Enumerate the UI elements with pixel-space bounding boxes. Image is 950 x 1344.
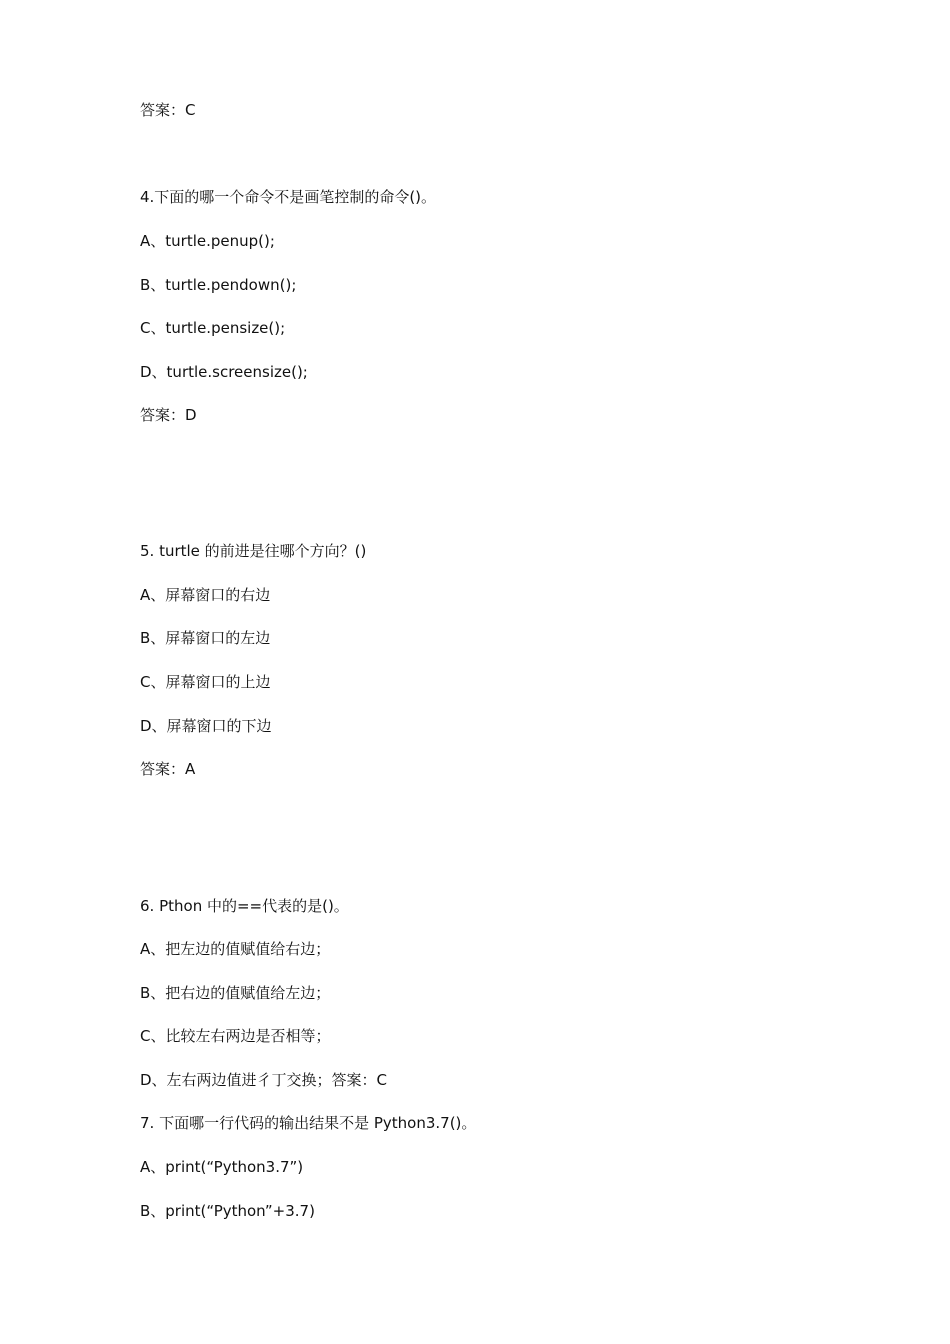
q5-question: 5. turtle 的前进是往哪个方向？() xyxy=(140,542,367,560)
q6-question: 6. Pthon 中的==代表的是()。 xyxy=(140,897,349,915)
q4-option-d: D、turtle.screensize(); xyxy=(140,363,308,381)
q4-answer: 答案：D xyxy=(140,406,197,424)
q5-option-b: B、屏幕窗口的左边 xyxy=(140,629,271,647)
q4-question: 4.下面的哪一个命令不是画笔控制的命令()。 xyxy=(140,188,437,206)
q5-answer: 答案：A xyxy=(140,760,196,778)
q3-answer: 答案：C xyxy=(140,101,196,119)
q6-option-b: B、把右边的值赋值给左边； xyxy=(140,984,331,1002)
q6-option-c: C、比较左右两边是否相等； xyxy=(140,1027,331,1045)
q7-question: 7. 下面哪一行代码的输出结果不是 Python3.7()。 xyxy=(140,1114,477,1132)
q4-option-a: A、turtle.penup(); xyxy=(140,232,275,250)
q4-option-c: C、turtle.pensize(); xyxy=(140,319,286,337)
q4-option-b: B、turtle.pendown(); xyxy=(140,276,297,294)
q6-option-d-and-answer: D、左右两边值进彳丁交换；答案：C xyxy=(140,1071,388,1089)
q5-option-d: D、屏幕窗口的下边 xyxy=(140,717,272,735)
q5-option-c: C、屏幕窗口的上边 xyxy=(140,673,271,691)
q5-option-a: A、屏幕窗口的右边 xyxy=(140,586,271,604)
q7-option-a: A、print(“Python3.7”) xyxy=(140,1158,304,1176)
q6-option-a: A、把左边的值赋值给右边； xyxy=(140,940,331,958)
q7-option-b: B、print(“Python”+3.7) xyxy=(140,1202,315,1220)
